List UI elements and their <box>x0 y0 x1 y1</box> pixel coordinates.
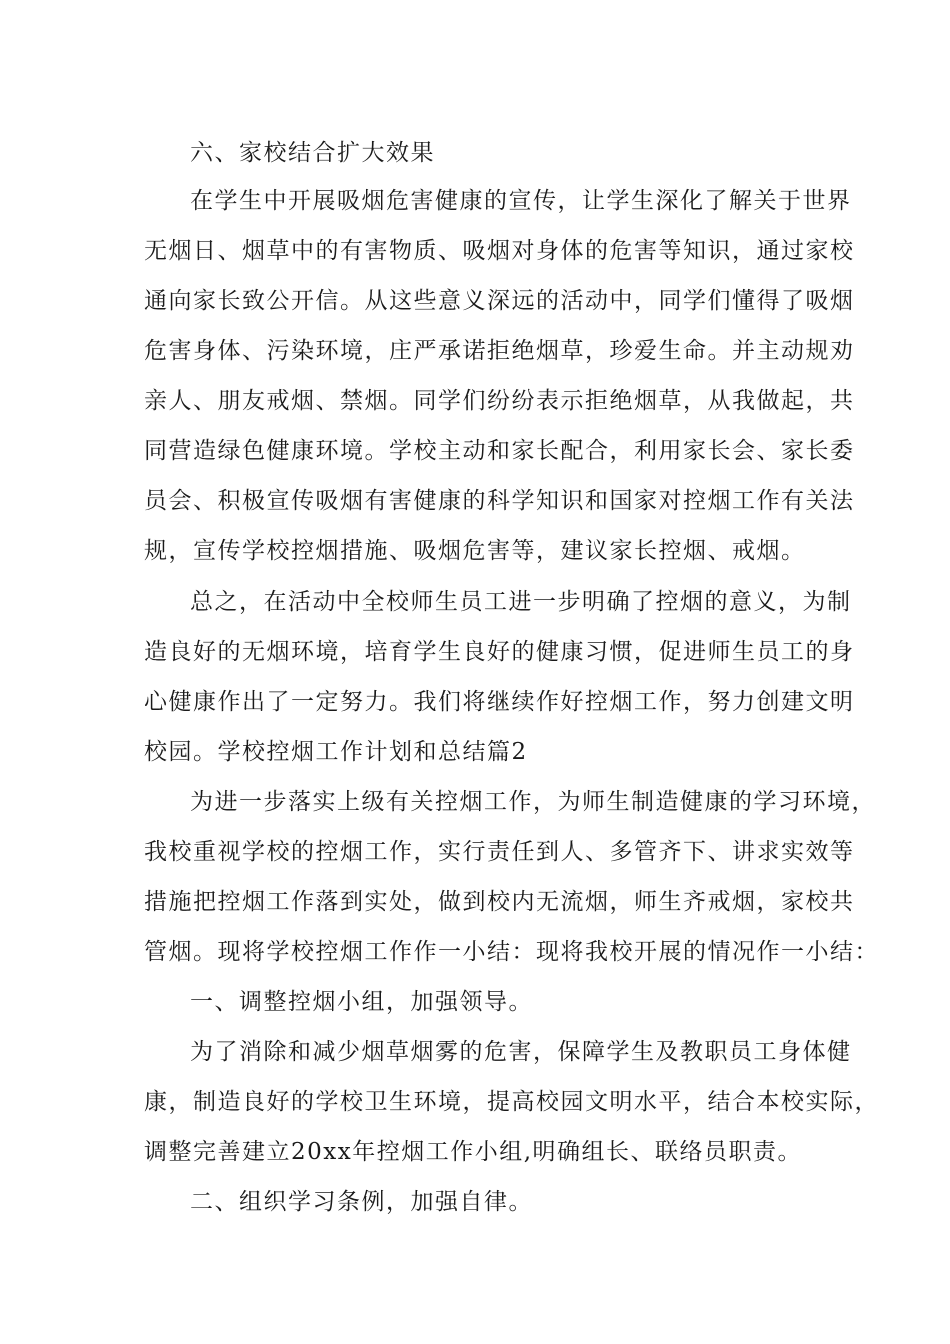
paragraph-line: 管烟。现将学校控烟工作作一小结：现将我校开展的情况作一小结： <box>144 939 879 965</box>
paragraph-line: 同营造绿色健康环境。学校主动和家长配合，利用家长会、家长委 <box>144 438 855 464</box>
section-heading: 六、家校结合扩大效果 <box>190 140 435 166</box>
paragraph-line: 在学生中开展吸烟危害健康的宣传，让学生深化了解关于世界 <box>190 188 852 214</box>
paragraph-line: 规，宣传学校控烟措施、吸烟危害等，建议家长控烟、戒烟。 <box>144 538 806 564</box>
paragraph-line: 康，制造良好的学校卫生环境，提高校园文明水平，结合本校实际， <box>144 1089 879 1115</box>
paragraph-line: 为进一步落实上级有关控烟工作，为师生制造健康的学习环境， <box>190 789 876 815</box>
paragraph-line: 造良好的无烟环境，培育学生良好的健康习惯，促进师生员工的身 <box>144 639 855 665</box>
paragraph-line: 为了消除和减少烟草烟雾的危害，保障学生及教职员工身体健 <box>190 1039 852 1065</box>
paragraph-line: 校园。学校控烟工作计划和总结篇2 <box>144 739 528 765</box>
section-heading: 二、组织学习条例，加强自律。 <box>190 1189 533 1215</box>
paragraph-line: 总之，在活动中全校师生员工进一步明确了控烟的意义，为制 <box>190 589 852 615</box>
paragraph-line: 亲人、朋友戒烟、禁烟。同学们纷纷表示拒绝烟草，从我做起，共 <box>144 388 855 414</box>
paragraph-line: 我校重视学校的控烟工作，实行责任到人、多管齐下、讲求实效等 <box>144 839 855 865</box>
paragraph-line: 心健康作出了一定努力。我们将继续作好控烟工作，努力创建文明 <box>144 689 855 715</box>
paragraph-line: 危害身体、污染环境，庄严承诺拒绝烟草，珍爱生命。并主动规劝 <box>144 338 855 364</box>
paragraph-line: 无烟日、烟草中的有害物质、吸烟对身体的危害等知识，通过家校 <box>144 238 855 264</box>
paragraph-line: 通向家长致公开信。从这些意义深远的活动中，同学们懂得了吸烟 <box>144 288 855 314</box>
paragraph-line: 员会、积极宣传吸烟有害健康的科学知识和国家对控烟工作有关法 <box>144 488 855 514</box>
section-heading: 一、调整控烟小组，加强领导。 <box>190 989 533 1015</box>
paragraph-line: 措施把控烟工作落到实处，做到校内无流烟，师生齐戒烟，家校共 <box>144 889 855 915</box>
paragraph-line: 调整完善建立20xx年控烟工作小组,明确组长、联络员职责。 <box>144 1139 803 1165</box>
